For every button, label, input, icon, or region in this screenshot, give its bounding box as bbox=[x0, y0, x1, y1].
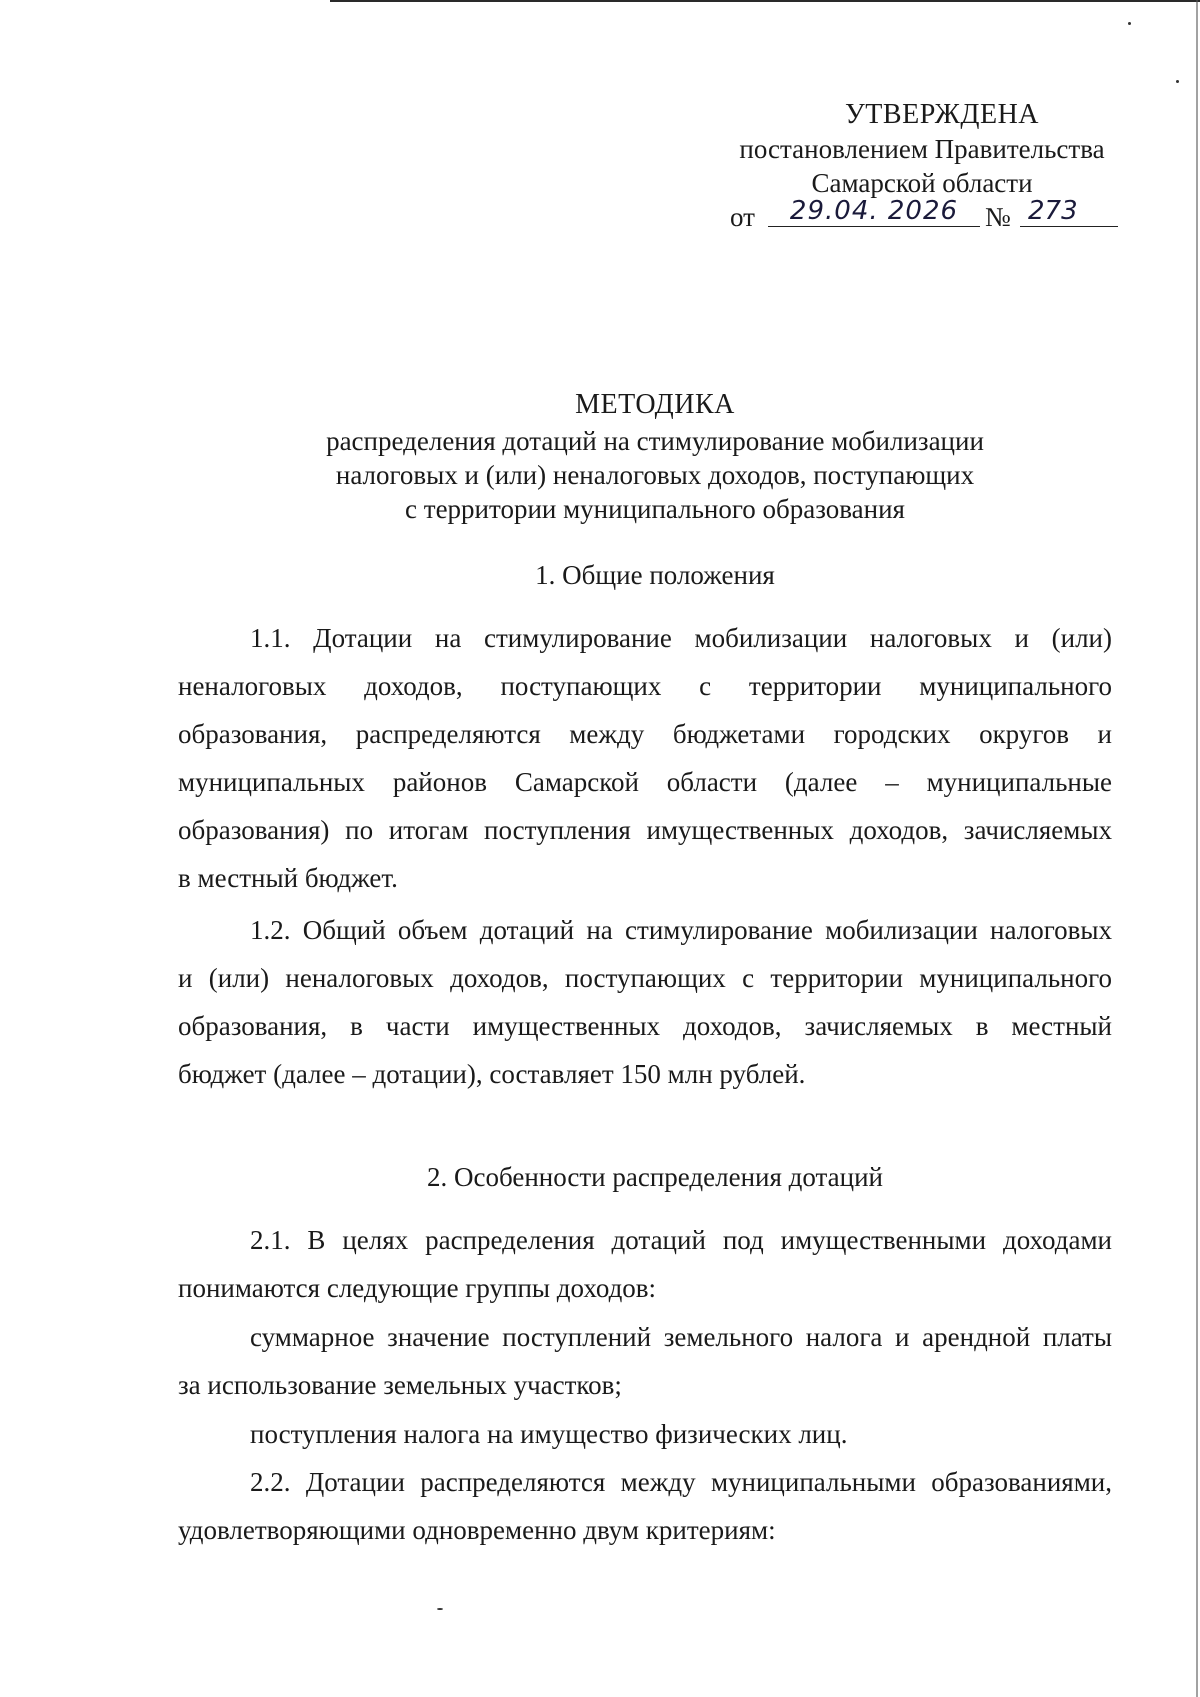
scan-speck bbox=[1128, 22, 1131, 25]
paragraph-2-1 bbox=[178, 1216, 1112, 1312]
scan-speck bbox=[437, 1608, 443, 1610]
approved-by-line: постановлением Правительства bbox=[739, 134, 1105, 164]
paragraph-line: за использование земельных участков; bbox=[178, 1370, 622, 1400]
paragraph-line: в местный бюджет. bbox=[178, 863, 398, 893]
approved-region-line: Самарской области bbox=[811, 168, 1033, 198]
list-item-land-tax bbox=[178, 1313, 1112, 1409]
handwritten-number: 273 bbox=[1020, 196, 1118, 227]
paragraph-line: суммарное значение поступлений земельного налога и арендной платы bbox=[250, 1322, 1112, 1352]
paragraph-line: бюджет (далее – дотации), составляет 150 млн рублей. bbox=[178, 1059, 806, 1089]
approval-date-line bbox=[730, 196, 1120, 238]
paragraph-line: образования, распределяются между бюджетами городских округов и bbox=[178, 719, 1112, 749]
paragraph-line: понимаются следующие группы доходов: bbox=[178, 1273, 657, 1303]
handwritten-date: 29.04. 2026 bbox=[768, 196, 980, 227]
date-prefix: от bbox=[730, 202, 755, 232]
subtitle-line: налоговых и (или) неналоговых доходов, поступающих bbox=[335, 460, 975, 490]
paragraph-line: 2.2. Дотации распределяются между муниципальными образованиями, bbox=[250, 1467, 1112, 1497]
paragraph-line: муниципальных районов Самарской области (далее – муниципальные bbox=[178, 767, 1112, 797]
section-1-heading: 1. Общие положения bbox=[535, 560, 775, 590]
document-title: МЕТОДИКА bbox=[575, 389, 735, 420]
paragraph-line: образования, в части имущественных доходов, зачисляемых в местный bbox=[178, 1011, 1112, 1041]
paragraph-line: неналоговых доходов, поступающих с территории муниципального bbox=[178, 671, 1112, 701]
list-item-property-tax bbox=[178, 1410, 1112, 1458]
subtitle-line: распределения дотаций на стимулирование мобилизации bbox=[326, 426, 984, 456]
paragraph-2-2 bbox=[178, 1458, 1112, 1554]
number-sign: № bbox=[985, 202, 1011, 232]
paragraph-line: образования) по итогам поступления имущественных доходов, зачисляемых bbox=[178, 815, 1112, 845]
scan-edge-right bbox=[1196, 0, 1198, 1697]
subtitle-line: с территории муниципального образования bbox=[405, 494, 905, 524]
paragraph-line: удовлетворяющими одновременно двум критериям: bbox=[178, 1515, 776, 1545]
paragraph-1-1 bbox=[178, 614, 1112, 902]
paragraph-line: 2.1. В целях распределения дотаций под имущественными доходами bbox=[250, 1225, 1112, 1255]
approval-stamp-block bbox=[722, 98, 1122, 200]
paragraph-line: 1.2. Общий объем дотаций на стимулирование мобилизации налоговых bbox=[250, 915, 1112, 945]
section-2-heading: 2. Особенности распределения дотаций bbox=[426, 1162, 884, 1192]
paragraph-line: поступления налога на имущество физических лиц. bbox=[250, 1419, 848, 1449]
scan-edge-top bbox=[330, 0, 1200, 2]
paragraph-line: и (или) неналоговых доходов, поступающих с территории муниципального bbox=[178, 963, 1112, 993]
scan-speck bbox=[1176, 80, 1179, 83]
paragraph-line: 1.1. Дотации на стимулирование мобилизации налоговых и (или) bbox=[250, 623, 1112, 653]
paragraph-1-2 bbox=[178, 906, 1112, 1098]
document-subtitle bbox=[200, 424, 1110, 526]
approved-label: УТВЕРЖДЕНА bbox=[844, 99, 1040, 130]
